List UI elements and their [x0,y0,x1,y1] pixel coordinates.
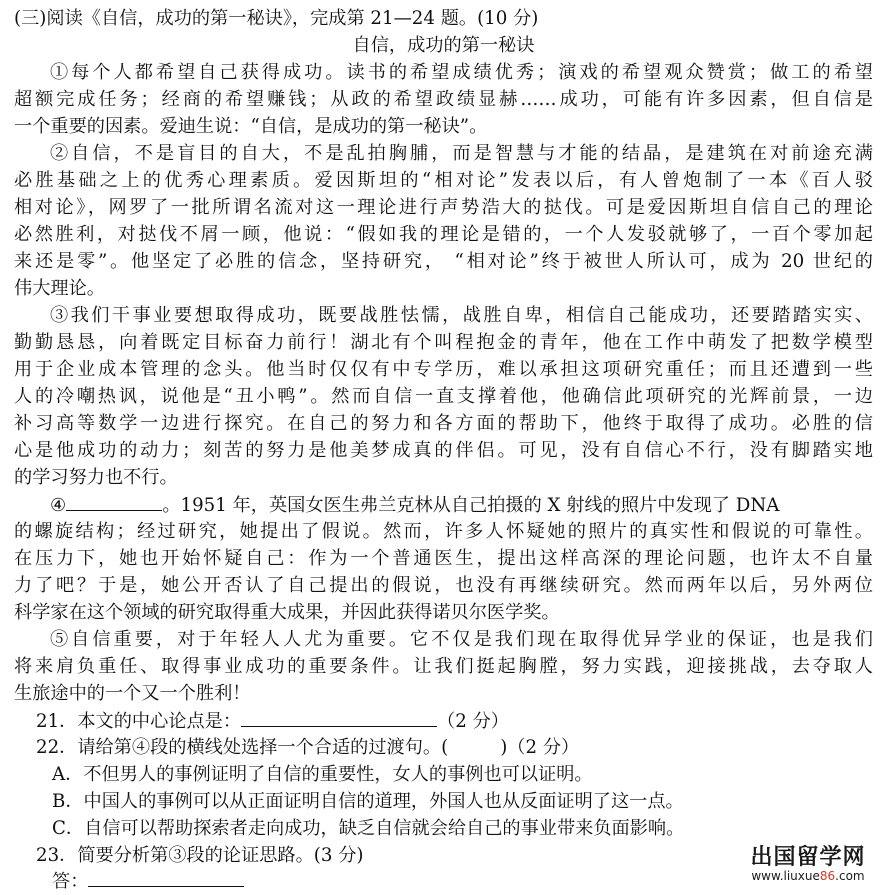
text-line: 超额完成任务；经商的希望赚钱；从政的希望政绩显赫……成功，可能有许多因素，但自信是 [14,89,873,110]
transition-blank[interactable] [66,492,162,511]
text-line: 在压力下，她也开始怀疑自己：作为一个普通医生，提出这样高深的理论问题，也许太不自量 [14,548,873,569]
text-line: ①每个人都希望自己获得成功。读书的希望成绩优秀；演戏的希望观众赞赏；做工的希望 [50,62,873,83]
q22-option-a[interactable]: A．不但男人的事例证明了自信的重要性，女人的事例也可以证明。 [52,764,593,785]
text-line: 必然胜利，对挞伐不屑一顾，他说：“假如我的理论是错的，一个人发驳就够了，一百个零加起 [14,224,873,245]
text-line: ⑤自信重要，对于年轻人人尤为重要。它不仅是我们现在取得优异学业的保证，也是我们 [50,629,873,650]
text-line: ②自信，不是盲目的自大，不是乱拍胸脯，而是智慧与才能的结晶，是建筑在对前途充满 [50,143,873,164]
text-line: 科学家在这个领域的研究取得重大成果，并因此获得诺贝尔医学奖。 [14,602,560,623]
text-line: 一个重要的因素。爱迪生说：“自信，是成功的第一秘诀”。 [14,116,488,137]
text-line: 必胜基础之上的优秀心理素质。爱因斯坦的“相对论”发表以后，有人曾炮制了一本《百人驳 [14,170,873,191]
text-line: 的螺旋结构；经过研究，她提出了假说。然而，许多人怀疑她的照片的真实性和假说的可靠性。 [14,521,873,542]
q22-option-b[interactable]: B．中国人的事例可以从正面证明自信的道理，外国人也从反面证明了这一点。 [52,791,684,812]
text-line: 人的冷嘲热讽，说他是“丑小鸭”。然而自信一直支撑着他，他确信此项研究的光辉前景，一边 [14,386,873,407]
text-line: 的学习努力也不行。 [14,467,178,488]
text-line: 生旅途中的一个又一个胜利！ [14,683,251,704]
text-line: 勤勤恳恳，向着既定目标奋力前行！湖北有个叫程抱金的青年，他在工作中萌发了把数学模型 [14,332,873,353]
para4-first-line [50,492,779,518]
text-line: 力了吧？于是，她公开否认了自己提出的假说，也没有再继续研究。然而两年以后，另外两位 [14,575,873,596]
q23-answer-line: 答： [52,868,244,894]
text-line: 伟大理论。 [14,278,105,299]
text-line: 将来肩负重任、取得事业成功的重要条件。让我们挺起胸膛，努力实践，迎接挑战，去夺取人 [14,656,873,677]
section-header: (三)阅读《自信，成功的第一秘诀》，完成第 21—24 题。(10 分) [14,8,539,29]
site-watermark-logo [733,840,883,883]
text-line: 心是他成功的动力；刻苦的努力是他美梦成真的伴侣。可见，没有自信心不行，没有脚踏实地 [14,440,873,461]
question-23: 23．简要分析第③段的论证思路。(3 分) [36,845,364,866]
text-line: 相对论》，网罗了一批所谓名流对这一理论进行声势浩大的挞伐。可是爱因斯坦自信自己的理论 [14,197,873,218]
para4-marker: ④ [50,495,67,516]
q22-option-c[interactable]: C．自信可以帮助探索者走向成功，缺乏自信就会给自己的事业带来负面影响。 [52,818,685,839]
question-21: 21．本文的中心论点是： （2 分） [36,708,509,734]
watermark-url: www.liuxue86.com [751,869,865,883]
text-line: 用于企业成本管理的念头。他当时仅仅有中专学历，难以承担这项研究重任；而且还遭到一些 [14,359,873,380]
question-22: 22．请给第④段的横线处选择一个合适的过渡句。( )（2 分） [36,737,580,758]
text-line: 来还是零”。他坚定了必胜的信念，坚持研究， “相对论”终于被世人所认可，成为 20 世纪的 [14,251,873,272]
text-line: 补习高等数学一边进行探究。在自己的努力和各方面的帮助下，他终于取得了成功。必胜的信 [14,413,873,434]
q23-answer-blank[interactable] [88,868,244,887]
q21-answer-blank[interactable] [241,708,437,727]
text-line: 。1951 年，英国女医生弗兰克林从自己拍摄的 X 射线的照片中发现了 DNA [162,495,780,516]
article-title: 自信，成功的第一秘诀 [352,35,535,56]
text-line: ③我们干事业要想取得成功，既要战胜怯懦，战胜自卑，相信自己能成功，还要踏踏实实、 [50,305,873,326]
watermark-name: 出国留学网 [750,845,866,870]
